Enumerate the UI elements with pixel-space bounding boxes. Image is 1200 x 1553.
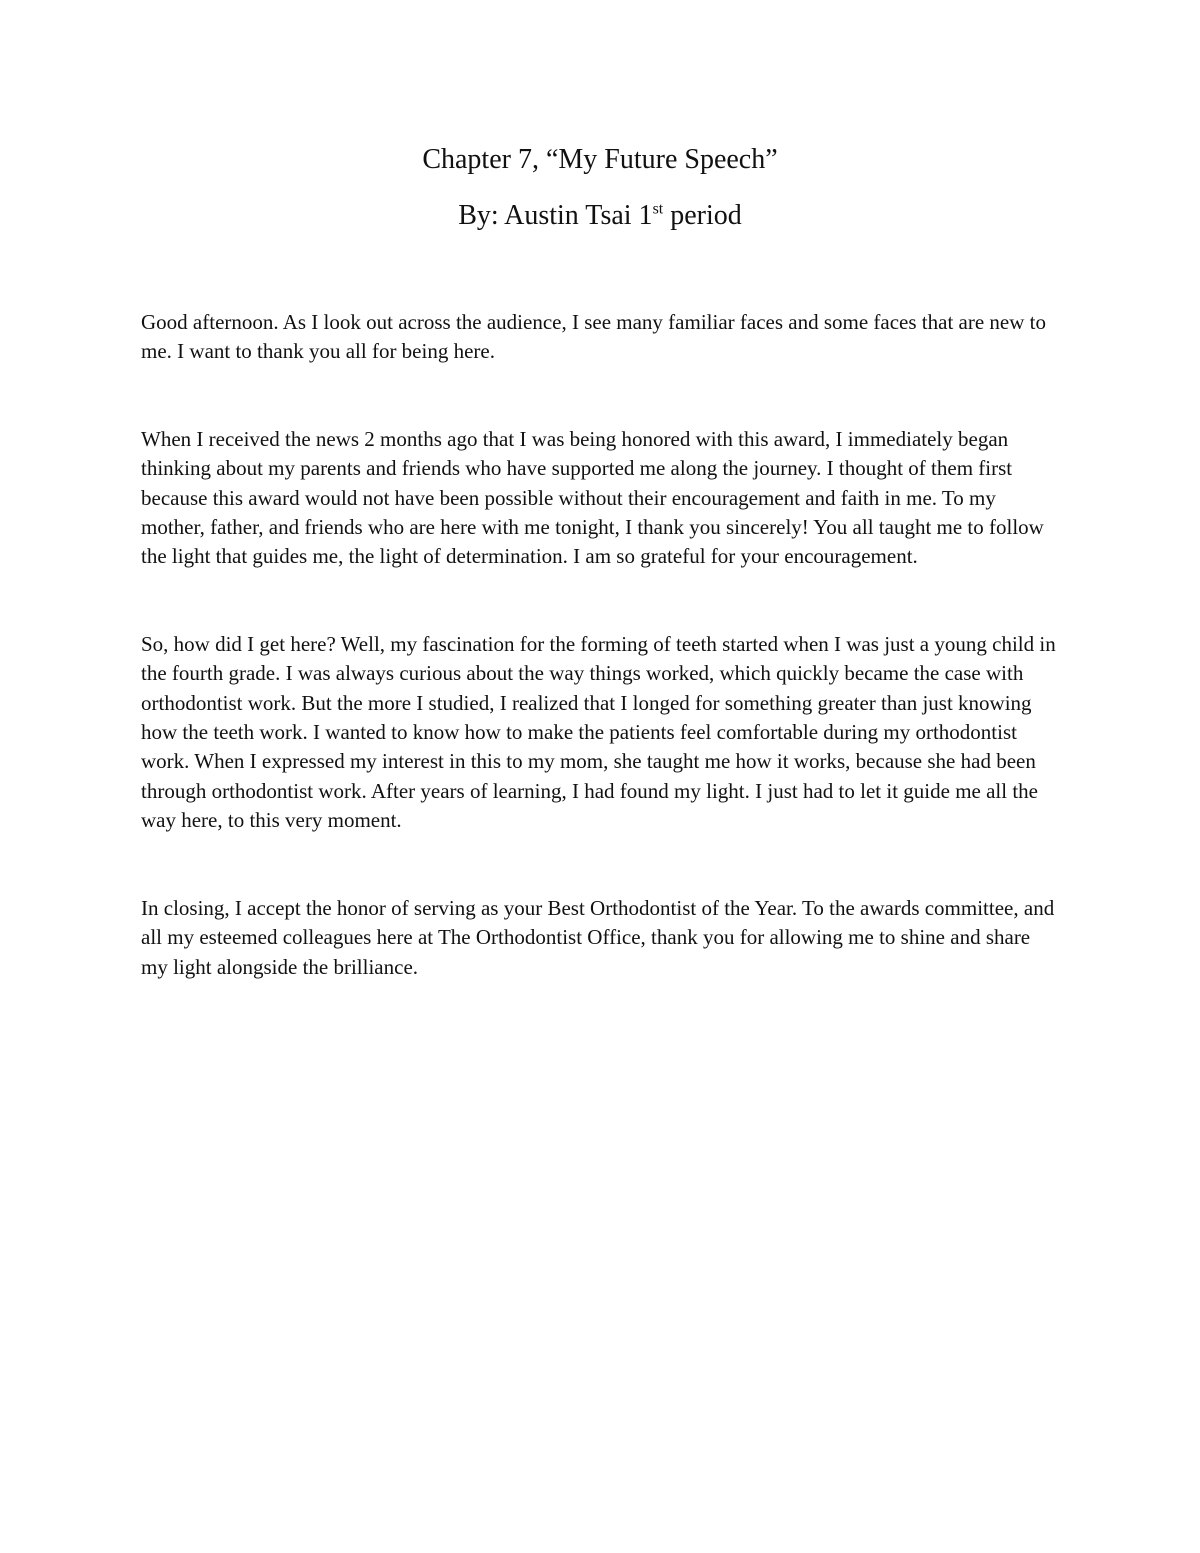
paragraph-greeting: Good afternoon. As I look out across the audience, I see many familiar faces and some faces that are new to me. I want to thank you all for being here.: [141, 310, 1046, 364]
title-block: [0, 140, 1200, 236]
byline-author: By: Austin Tsai 1: [458, 200, 653, 231]
byline-period: period: [663, 200, 742, 231]
document-title: Chapter 7, “My Future Speech”: [422, 144, 778, 175]
speech-body: [141, 308, 1061, 982]
byline-ordinal-suffix: st: [652, 200, 664, 218]
paragraph-journey: So, how did I get here? Well, my fascination for the forming of teeth started when I was just a young child in the fourth grade. I was always curious about the way things worked, which quickly became the case with orthodontist work. But the more I studied, I realized that I longed for something greater than just knowing how the teeth work. I wanted to know how to make the patients feel comfortable during my orthodontist work. When I expressed my interest in this to my mom, she taught me how it works, because she had been through orthodontist work. After years of learning, I had found my light. I just had to let it guide me all the way here, to this very moment.: [141, 631, 1056, 833]
paragraph-thanks: When I received the news 2 months ago that I was being honored with this award, I immediately began thinking about my parents and friends who have supported me along the journey. I thought of them first because this award would not have been possible without their encouragement and faith in me. To my mother, father, and friends who are here with me tonight, I thank you sincerely! You all taught me to follow the light that guides me, the light of determination. I am so grateful for your encouragement.: [141, 426, 1044, 569]
paragraph-closing: In closing, I accept the honor of serving as your Best Orthodontist of the Year. To the awards committee, and all my esteemed colleagues here at The Orthodontist Office, thank you for allowing me to shine and share my light alongside the brilliance.: [141, 895, 1055, 979]
byline: [0, 196, 1200, 236]
